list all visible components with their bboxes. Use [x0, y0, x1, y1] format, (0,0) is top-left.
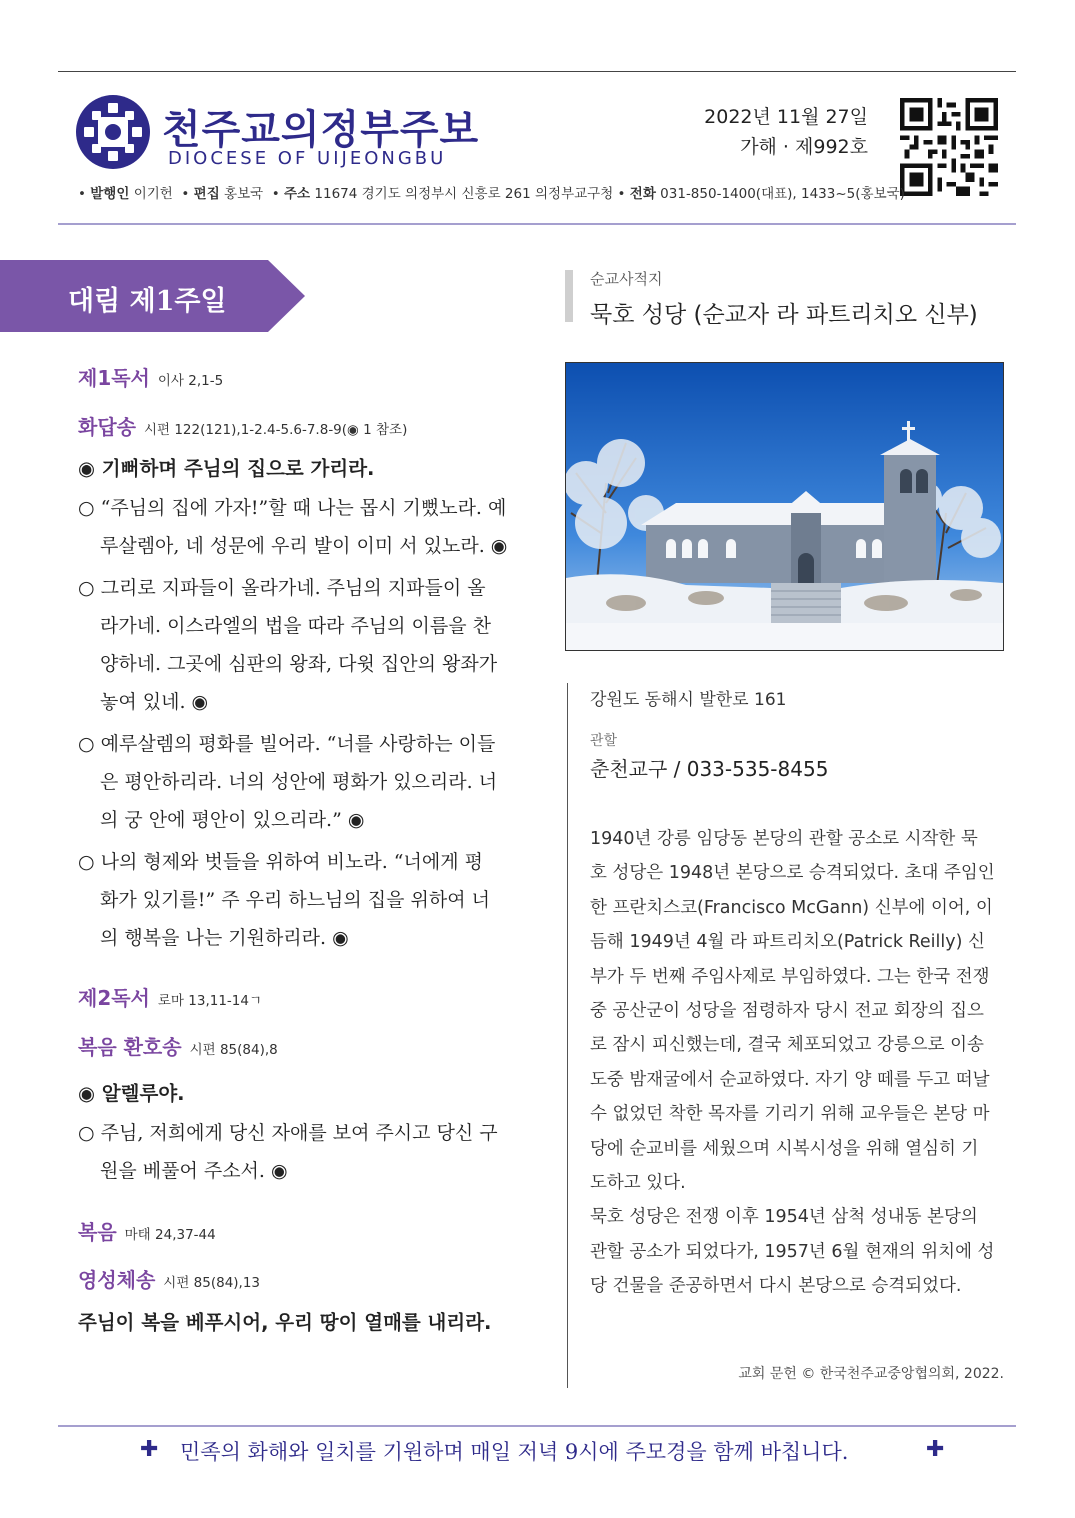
psalm-verse-2 [78, 569, 538, 721]
verse-line: ○ 그리로 지파들이 올라가네. 주님의 지파들이 올 [78, 577, 486, 599]
footer-rule [58, 1425, 1016, 1427]
issue-info [700, 102, 868, 162]
footer-prayer: 민족의 화해와 일치를 기원하며 매일 저녁 9시에 주모경을 함께 바칩니다. [180, 1440, 849, 1464]
section-kicker: 순교사적지 [590, 270, 663, 288]
verse-line: ○ 주님, 저희에게 당신 자애를 보여 주시고 당신 구 [78, 1122, 498, 1144]
verse-line: 화가 있기를!” 주 우리 하느님의 집을 위하여 너 [100, 889, 490, 911]
copyright-note: 교회 문헌 © 한국천주교중앙협의회, 2022. [738, 1366, 1004, 1382]
issue-number: 가해 · 제992호 [740, 136, 868, 158]
psalm-verse-3 [78, 725, 538, 839]
body-line: 호 성당은 1948년 본당으로 승격되었다. 초대 주임인 [590, 863, 995, 884]
second-reading-heading [78, 982, 262, 1011]
verse-line: 놓여 있네. ◉ [100, 691, 209, 713]
verse-line: 원을 베풀어 주소서. ◉ [100, 1160, 288, 1182]
issue-date: 2022년 11월 27일 [704, 106, 868, 128]
psalm-verse-1 [78, 489, 538, 565]
church-photo [565, 362, 1004, 651]
verse-line: 양하네. 그곳에 심판의 왕좌, 다윗 집안의 왕좌가 [100, 653, 498, 675]
body-line: 부가 두 번째 주임사제로 부임하였다. 그는 한국 전쟁 [590, 966, 990, 987]
psalm-heading [78, 411, 407, 440]
communion-ref: 시편 85(84),13 [163, 1275, 261, 1291]
gospel-ref: 마태 24,37-44 [124, 1227, 216, 1243]
body-line: 도하고 있다. [590, 1173, 686, 1194]
body-line: 수 없었던 착한 목자를 기리기 위해 교우들은 본당 마 [590, 1104, 990, 1125]
diocese-logo-icon [76, 95, 150, 169]
communion-antiphon: 주님이 복을 베푸시어, 우리 땅이 열매를 내리라. [78, 1311, 492, 1334]
info-label-publisher: 발행인 [90, 186, 130, 202]
body-line: 한 프란치스코(Francisco McGann) 신부에 이어, 이 [590, 897, 993, 918]
alleluia-label: 복음 환호송 [78, 1035, 182, 1059]
info-label-editor: 편집 [193, 186, 220, 202]
alleluia-ref: 시편 85(84),8 [189, 1042, 278, 1058]
info-value-phone: 031-850-1400(대표), 1433~5(홍보국) [660, 186, 905, 202]
masthead-title: 천주교의정부주보 [162, 107, 480, 153]
church-address: 강원도 동해시 발한로 161 [590, 690, 787, 710]
info-value-publisher: 이기헌 [133, 186, 173, 202]
body-line: 관할 공소가 되었다가, 1957년 6월 현재의 위치에 성 [590, 1241, 995, 1262]
body-line: 도중 밤재굴에서 순교하였다. 자기 양 떼를 두고 떠날 [590, 1069, 990, 1090]
alleluia-response: ◉ 알렐루야. [78, 1082, 185, 1105]
verse-line: 라가네. 이스라엘의 법을 따라 주님의 이름을 찬 [100, 615, 492, 637]
info-value-address: 11674 경기도 의정부시 신흥로 261 의정부교구청 [314, 186, 614, 202]
body-line: 당 건물을 준공하면서 다시 본당으로 승격되었다. [590, 1276, 962, 1297]
first-reading-label: 제1독서 [78, 366, 150, 390]
alleluia-verse [78, 1114, 538, 1190]
verse-line: 루살렘아, 네 성문에 우리 발이 이미 서 있노라. ◉ [100, 535, 508, 557]
psalm-response: ◉ 기뻐하며 주님의 집으로 가리라. [78, 457, 375, 480]
verse-line: ○ 나의 형제와 벗들을 위하여 비노라. “너에게 평 [78, 851, 483, 873]
verse-line: ○ 예루살렘의 평화를 빌어라. “너를 사랑하는 이들 [78, 733, 496, 755]
top-rule [58, 71, 1016, 72]
verse-line: 의 행복을 나는 기원하리라. ◉ [100, 927, 349, 949]
communion-heading [78, 1264, 260, 1293]
body-line: 로 잠시 피신했는데, 결국 체포되었고 강릉으로 이송 [590, 1035, 984, 1056]
cross-icon: ✚ [926, 1437, 945, 1462]
body-line: 듬해 1949년 4월 라 파트리치오(Patrick Reilly) 신 [590, 932, 985, 953]
masthead-subtitle: DIOCESE OF UIJEONGBU [168, 148, 447, 169]
communion-label: 영성체송 [78, 1268, 156, 1292]
psalm-verse-4 [78, 843, 538, 957]
info-label-address: 주소 [284, 186, 311, 202]
verse-line: 은 평안하리라. 너의 성안에 평화가 있으리라. 너 [100, 771, 498, 793]
church-history-text [590, 822, 1005, 1304]
qr-code-icon[interactable] [900, 98, 998, 196]
psalm-ref: 시편 122(121),1-2.4-5.6-7.8-9(◉ 1 참조) [143, 422, 408, 438]
header-rule [58, 223, 1016, 225]
psalm-label: 화답송 [78, 415, 136, 439]
body-line: 중 공산군이 성당을 점령하자 당시 전교 회장의 집으 [590, 1001, 984, 1022]
verse-line: 의 궁 안에 평안이 있으리라.” ◉ [100, 809, 365, 831]
verse-line: ○ “주님의 집에 가자!”할 때 나는 몹시 기뻤노라. 예 [78, 497, 507, 519]
first-reading-ref: 이사 2,1-5 [157, 373, 224, 389]
column-divider [567, 683, 568, 1388]
second-reading-label: 제2독서 [78, 986, 150, 1010]
section-title: 묵호 성당 (순교자 라 파트리치오 신부) [590, 302, 978, 328]
body-line: 당에 순교비를 세웠으며 시복시성을 위해 열심히 기 [590, 1138, 979, 1159]
gospel-heading [78, 1216, 216, 1245]
second-reading-ref: 로마 13,11-14ㄱ [157, 993, 263, 1009]
liturgy-banner-title: 대림 제1주일 [68, 286, 227, 317]
body-line: 1940년 강릉 임당동 본당의 관할 공소로 시작한 묵 [590, 829, 978, 849]
section-marker-bar [565, 270, 573, 322]
jurisdiction-contact: 춘천교구 / 033-535-8455 [590, 757, 829, 781]
body-line: 묵호 성당은 전쟁 이후 1954년 삼척 성내동 본당의 [590, 1207, 978, 1228]
alleluia-heading [78, 1031, 278, 1060]
info-label-phone: 전화 [629, 186, 656, 202]
gospel-label: 복음 [78, 1220, 117, 1244]
first-reading-heading [78, 362, 223, 391]
jurisdiction-label: 관할 [590, 733, 618, 749]
info-value-editor: 홍보국 [224, 186, 264, 202]
cross-icon: ✚ [140, 1437, 159, 1462]
publisher-info: • 발행인 이기헌 • 편집 홍보국 • 주소 11674 경기도 의정부시 신흥로 261 의정부교구청 • 전화 031-850-1400(대표), 1433~5(홍보국) [78, 186, 905, 202]
